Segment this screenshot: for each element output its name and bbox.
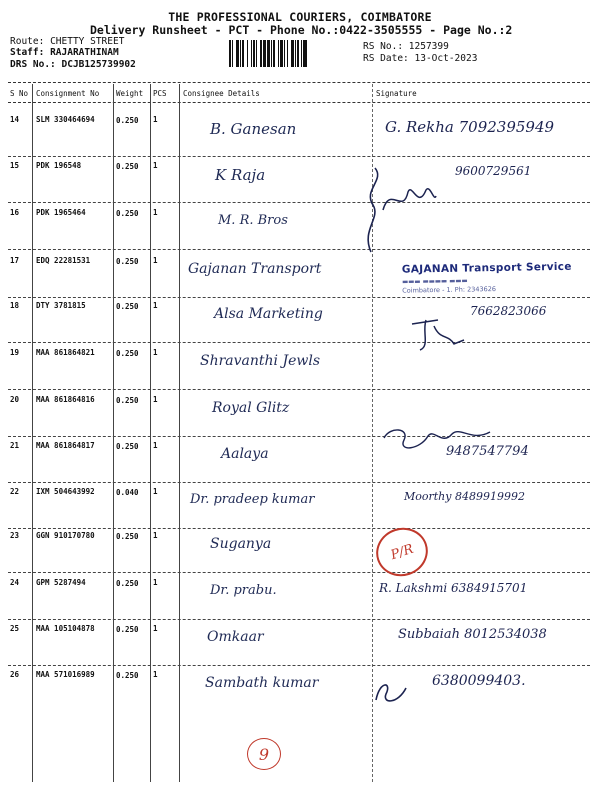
row-separator bbox=[8, 482, 590, 483]
rs-date-label: RS Date: bbox=[363, 53, 409, 64]
row-consignee: Sambath kumar bbox=[205, 675, 319, 691]
row-pcs: 1 bbox=[153, 208, 158, 217]
row-sno: 16 bbox=[10, 208, 20, 217]
rs-no-label: RS No.: bbox=[363, 41, 404, 52]
row-weight: 0.250 bbox=[116, 209, 139, 218]
row-weight: 0.250 bbox=[116, 579, 139, 588]
col-signature: Signature bbox=[376, 89, 417, 98]
row-consignment: MAA 861864816 bbox=[36, 395, 95, 404]
signature-scribble bbox=[408, 312, 468, 352]
row-separator bbox=[8, 156, 590, 157]
row-consignee: Royal Glitz bbox=[212, 400, 290, 416]
column-rule bbox=[113, 84, 114, 782]
row-signature: 6380099403. bbox=[432, 673, 526, 689]
row-signature: 9600729561 bbox=[455, 164, 532, 178]
runsheet-subtitle: Delivery Runsheet - PCT - Phone No.:0422-3505555 - Page No.:2 bbox=[90, 23, 513, 37]
row-consignee: Suganya bbox=[210, 536, 272, 552]
row-consignment: EDQ 22281531 bbox=[36, 256, 91, 265]
company-title: THE PROFESSIONAL COURIERS, COIMBATORE bbox=[168, 10, 432, 24]
row-weight: 0.250 bbox=[116, 442, 139, 451]
pr-circle-mark: P/R bbox=[370, 521, 434, 583]
row-weight: 0.250 bbox=[116, 625, 139, 634]
col-weight: Weight bbox=[116, 89, 144, 98]
row-separator bbox=[8, 436, 590, 437]
staff-label: Staff: bbox=[10, 47, 45, 58]
row-consignment: MAA 861864817 bbox=[36, 441, 95, 450]
row-consignment: MAA 105104878 bbox=[36, 624, 95, 633]
rs-date-value: 13-Oct-2023 bbox=[414, 53, 478, 64]
row-consignee: Gajanan Transport bbox=[188, 261, 322, 277]
row-consignee: Omkaar bbox=[207, 629, 264, 645]
header-divider-bottom bbox=[8, 102, 590, 103]
signature-scribble bbox=[380, 422, 500, 462]
col-consignee: Consignee Details bbox=[183, 89, 260, 98]
row-sno: 15 bbox=[10, 161, 20, 170]
staff-value: RAJARATHINAM bbox=[50, 47, 119, 58]
rs-date-line bbox=[363, 53, 477, 64]
barcode bbox=[229, 40, 357, 67]
row-sno: 23 bbox=[10, 531, 20, 540]
row-sno: 19 bbox=[10, 348, 20, 357]
row-pcs: 1 bbox=[153, 256, 158, 265]
row-sno: 24 bbox=[10, 578, 20, 587]
rs-no-line bbox=[363, 41, 449, 52]
rs-no-value: 1257399 bbox=[408, 41, 449, 52]
stamp-phone: Coimbatore - 1. Ph: 2343626 bbox=[402, 285, 497, 295]
row-consignment: PDK 1965464 bbox=[36, 208, 86, 217]
route-label: Route: bbox=[10, 36, 45, 47]
row-sno: 17 bbox=[10, 256, 20, 265]
col-sno: S No bbox=[10, 89, 29, 98]
row-separator bbox=[8, 528, 590, 529]
row-sno: 21 bbox=[10, 441, 20, 450]
row-pcs: 1 bbox=[153, 624, 158, 633]
column-rule bbox=[179, 84, 180, 782]
row-weight: 0.250 bbox=[116, 302, 139, 311]
row-pcs: 1 bbox=[153, 395, 158, 404]
row-sno: 25 bbox=[10, 624, 20, 633]
row-separator bbox=[8, 665, 590, 666]
row-weight: 0.250 bbox=[116, 257, 139, 266]
row-consignee: Aalaya bbox=[221, 446, 269, 462]
row-sno: 22 bbox=[10, 487, 20, 496]
row-separator bbox=[8, 202, 590, 203]
row-consignment: IXM 504643992 bbox=[36, 487, 95, 496]
row-weight: 0.250 bbox=[116, 116, 139, 125]
route-value: CHETTY STREET bbox=[50, 36, 125, 47]
row-consignment: GGN 910170780 bbox=[36, 531, 95, 540]
row-consignment: PDK 196548 bbox=[36, 161, 82, 170]
drs-line bbox=[10, 59, 136, 70]
row-pcs: 1 bbox=[153, 487, 158, 496]
row-signature: Subbaiah 8012534038 bbox=[398, 627, 547, 642]
row-weight: 0.040 bbox=[116, 488, 139, 497]
drs-label: DRS No.: bbox=[10, 59, 56, 70]
signature-scribble bbox=[378, 180, 438, 220]
row-separator bbox=[8, 572, 590, 573]
row-pcs: 1 bbox=[153, 578, 158, 587]
row-consignee: Shravanthi Jewls bbox=[200, 353, 321, 369]
row-pcs: 1 bbox=[153, 115, 158, 124]
row-consignee: K Raja bbox=[215, 166, 266, 184]
staff-line bbox=[10, 47, 119, 58]
row-consignment: DTY 3781815 bbox=[36, 301, 86, 310]
row-signature: Moorthy 8489919992 bbox=[404, 490, 525, 503]
row-consignee: B. Ganesan bbox=[210, 120, 297, 138]
row-sno: 20 bbox=[10, 395, 20, 404]
row-separator bbox=[8, 342, 590, 343]
row-pcs: 1 bbox=[153, 301, 158, 310]
row-separator bbox=[8, 297, 590, 298]
row-separator bbox=[8, 389, 590, 390]
row-weight: 0.250 bbox=[116, 671, 139, 680]
row-consignment: MAA 571016989 bbox=[36, 670, 95, 679]
row-signature: G. Rekha 7092395949 bbox=[385, 118, 555, 136]
row-weight: 0.250 bbox=[116, 532, 139, 541]
row-pcs: 1 bbox=[153, 670, 158, 679]
header-divider-top bbox=[8, 82, 590, 83]
signature-scribble bbox=[372, 678, 412, 708]
row-consignment: MAA 861864821 bbox=[36, 348, 95, 357]
route-line bbox=[10, 36, 124, 47]
column-rule bbox=[150, 84, 151, 782]
row-consignment: SLM 330464694 bbox=[36, 115, 95, 124]
row-separator bbox=[8, 619, 590, 620]
row-consignee: Dr. pradeep kumar bbox=[190, 492, 315, 507]
row-pcs: 1 bbox=[153, 441, 158, 450]
stamp-name: GAJANAN Transport Service bbox=[401, 260, 572, 276]
row-consignee: M. R. Bros bbox=[218, 213, 288, 228]
row-weight: 0.250 bbox=[116, 349, 139, 358]
row-pcs: 1 bbox=[153, 161, 158, 170]
row-separator bbox=[8, 249, 590, 250]
row-sno: 18 bbox=[10, 301, 20, 310]
row-consignee: Dr. prabu. bbox=[210, 583, 277, 598]
row-consignee: Alsa Marketing bbox=[214, 306, 323, 322]
row-signature: R. Lakshmi 6384915701 bbox=[379, 581, 528, 595]
drs-value: DCJB125739902 bbox=[61, 59, 136, 70]
transport-stamp bbox=[402, 260, 593, 294]
row-signature: 9487547794 bbox=[446, 444, 529, 459]
stamp-address: ▬▬▬ ▬▬▬▬ ▬▬▬ bbox=[401, 276, 468, 286]
page-circle-mark: 9 bbox=[247, 738, 281, 770]
col-pcs: PCS bbox=[153, 89, 167, 98]
row-pcs: 1 bbox=[153, 348, 158, 357]
row-signature: 7662823066 bbox=[470, 304, 547, 318]
col-consignment: Consignment No bbox=[36, 89, 100, 98]
row-consignment: GPM 5287494 bbox=[36, 578, 86, 587]
row-weight: 0.250 bbox=[116, 396, 139, 405]
row-weight: 0.250 bbox=[116, 162, 139, 171]
row-sno: 26 bbox=[10, 670, 20, 679]
row-sno: 14 bbox=[10, 115, 20, 124]
row-pcs: 1 bbox=[153, 531, 158, 540]
column-rule bbox=[32, 84, 33, 782]
